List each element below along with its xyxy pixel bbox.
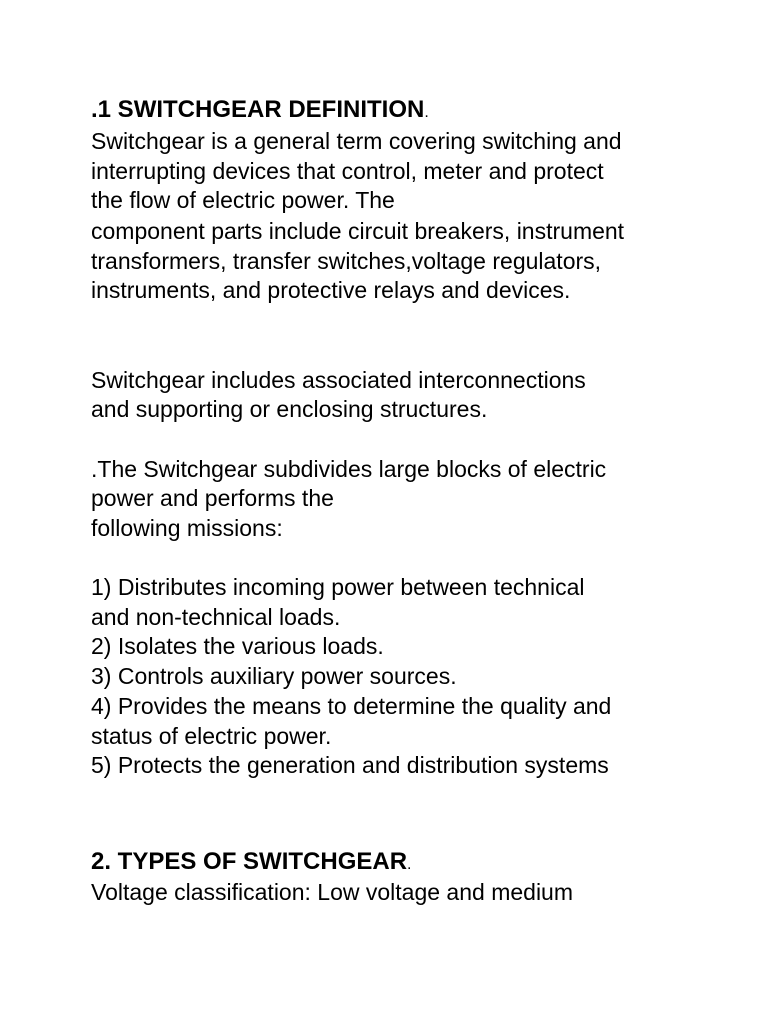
paragraph-line: and supporting or enclosing structures. [91, 396, 488, 422]
section-1-heading-text: .1 SWITCHGEAR DEFINITION [91, 96, 425, 123]
paragraph-line: power and performs the [91, 485, 334, 511]
paragraph-line: the flow of electric power. The [91, 187, 395, 213]
section-2-heading [91, 847, 411, 880]
paragraph-line: instruments, and protective relays and devices. [91, 277, 571, 303]
mission-list-item: status of electric power. [91, 723, 332, 749]
paragraph-line: Voltage classification: Low voltage and medium [91, 879, 574, 905]
section-1-heading-period: . [424, 104, 429, 121]
section-1-heading [91, 95, 429, 128]
mission-list-item: 4) Provides the means to determine the quality and [91, 693, 612, 719]
mission-list-item: 1) Distributes incoming power between technical [91, 574, 585, 600]
paragraph-line: Switchgear is a general term covering switching and [91, 128, 622, 154]
paragraph-line: component parts include circuit breakers, instrument [91, 218, 625, 244]
paragraph-line: .The Switchgear subdivides large blocks of electric [91, 456, 607, 482]
paragraph-line: Switchgear includes associated interconnections [91, 367, 586, 393]
mission-list-item: 3) Controls auxiliary power sources. [91, 663, 457, 689]
paragraph-line: following missions: [91, 515, 283, 541]
section-2-heading-text: 2. TYPES OF SWITCHGEAR [91, 848, 408, 875]
mission-list-item: and non-technical loads. [91, 604, 341, 630]
section-2-heading-period: . [407, 856, 412, 873]
paragraph-line: transformers, transfer switches,voltage regulators, [91, 248, 602, 274]
paragraph-line: interrupting devices that control, meter and protect [91, 158, 604, 184]
mission-list-item: 2) Isolates the various loads. [91, 633, 384, 659]
mission-list-item: 5) Protects the generation and distribution systems [91, 752, 609, 778]
